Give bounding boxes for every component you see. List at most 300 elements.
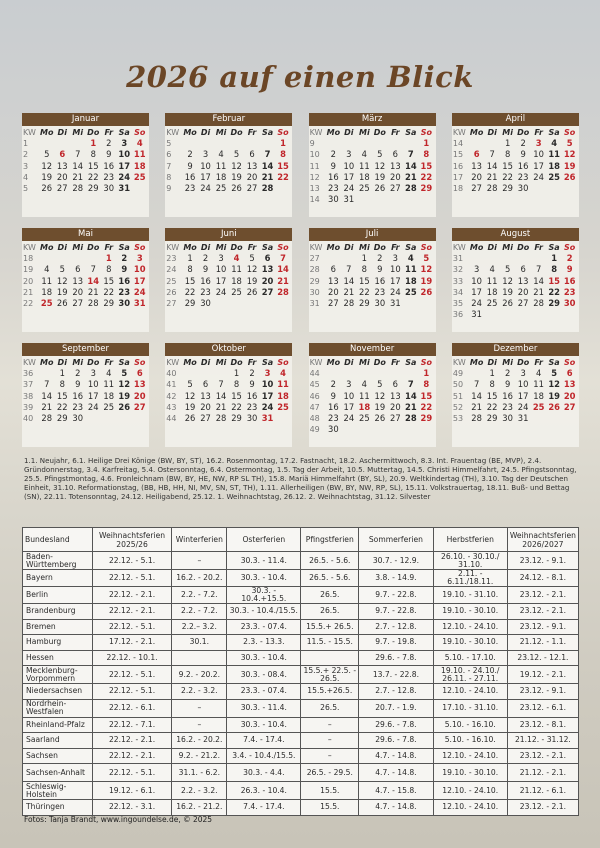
day-cell: 28 (72, 182, 84, 193)
month-3 (452, 113, 579, 217)
day-cell: 19 (118, 390, 131, 401)
week-number: 19 (23, 265, 34, 275)
holiday-period: 22.12. - 5.1. (92, 619, 172, 635)
day-cell: 25 (277, 401, 289, 412)
weekday-header: Mo (326, 128, 341, 137)
day-cell: 25 (548, 171, 560, 182)
day-cell: 12 (548, 379, 560, 390)
day-cell (39, 253, 55, 264)
weekday-header: So (564, 128, 576, 137)
day-cell (562, 413, 578, 424)
day-cell (132, 413, 148, 424)
day-cell: 28 (87, 297, 99, 308)
holiday-period: 22.12. - 7.1. (92, 717, 172, 733)
day-cell: 27 (471, 182, 482, 193)
holiday-period: 26.5. - 5.6. (301, 552, 359, 570)
day-cell: 12 (563, 149, 576, 160)
day-cell (388, 424, 404, 435)
weekday-header: KW (166, 128, 180, 137)
weekday-header: Mo (469, 358, 484, 367)
day-cell: 17 (343, 171, 355, 182)
day-cell (546, 183, 562, 194)
holiday-period: 5.10. - 17.10. (433, 650, 507, 666)
holiday-period: 15.5.+26.5. (301, 684, 359, 700)
week-number: 37 (23, 380, 34, 390)
state-name: Rheinland-Pfalz (23, 717, 93, 733)
day-cell (260, 298, 276, 309)
holiday-period: 22.12. - 5.1. (92, 666, 172, 684)
holiday-period: 17.12. - 2.1. (92, 635, 172, 651)
weekday-header: Sa (118, 358, 130, 367)
weekday-header: So (134, 243, 146, 252)
day-cell: 30 (328, 194, 339, 205)
day-cell: 28 (471, 412, 482, 423)
weekday-header-row (453, 242, 578, 253)
day-cell: 17 (517, 390, 529, 401)
weekday-header: Mo (40, 358, 54, 367)
weekday-header: KW (452, 358, 466, 367)
week-row (310, 149, 435, 160)
week-row (310, 194, 435, 205)
week-row (453, 264, 578, 275)
week-row (310, 424, 435, 435)
week-number: 33 (452, 276, 464, 286)
day-cell: 5 (551, 368, 558, 379)
week-number: 12 (309, 172, 320, 182)
day-cell: 11 (103, 379, 115, 390)
holiday-period: 19.10. - 30.10. (433, 604, 507, 620)
day-cell: 4 (407, 253, 414, 264)
day-cell: 5 (121, 368, 128, 379)
weekday-header-row (453, 127, 578, 138)
day-cell: 22 (420, 171, 433, 182)
day-cell: 11 (133, 149, 146, 160)
holiday-period: – (301, 748, 359, 764)
day-cell: 27 (517, 297, 529, 308)
day-cell: 10 (215, 264, 227, 275)
day-cell: 25 (103, 401, 115, 412)
holiday-period: 7.4. - 17.4. (227, 800, 301, 816)
month-7 (452, 228, 579, 332)
day-cell: 23 (328, 412, 339, 423)
day-cell: 5 (249, 253, 255, 264)
day-cell (403, 298, 419, 309)
day-cell (341, 368, 357, 379)
day-cell: 1 (187, 253, 193, 264)
day-cell: 7 (218, 379, 224, 390)
day-cell: 1 (504, 138, 511, 149)
day-cell: 24 (87, 401, 99, 412)
weekday-header: Fr (247, 358, 257, 367)
week-number: 14 (309, 195, 320, 205)
day-cell: 20 (328, 286, 339, 297)
day-cell: 30 (246, 412, 258, 423)
holiday-period: 9.7. - 19.8. (359, 635, 433, 651)
day-cell: 19 (548, 390, 560, 401)
day-cell: 24 (517, 401, 529, 412)
day-cell (388, 194, 404, 205)
day-cell: 24 (390, 286, 401, 297)
day-cell (469, 253, 485, 264)
day-cell: 14 (277, 264, 289, 275)
day-cell: 21 (277, 275, 289, 286)
day-cell: 21 (343, 286, 355, 297)
day-cell: 20 (390, 401, 401, 412)
week-number: 8 (166, 172, 172, 182)
day-cell: 5 (423, 253, 430, 264)
day-cell: 2 (106, 138, 112, 149)
week-number: 45 (309, 380, 320, 390)
day-cell: 6 (75, 264, 81, 275)
holiday-period: 29.6. - 7.8. (359, 650, 433, 666)
day-cell: 24 (261, 401, 274, 412)
week-row (310, 287, 435, 298)
week-number: 35 (452, 298, 464, 308)
day-cell: 16 (72, 390, 84, 401)
holiday-period: 23.12. - 12.1. (507, 650, 578, 666)
day-cell: 26 (184, 412, 196, 423)
weekday-header: KW (166, 358, 180, 367)
day-cell (275, 183, 291, 194)
weekday-header: Do (87, 243, 100, 252)
day-cell: 17 (133, 275, 146, 286)
day-cell: 14 (215, 390, 227, 401)
holiday-period: 23.12. - 2.1. (507, 604, 578, 620)
day-cell: 14 (471, 390, 482, 401)
week-row (166, 138, 291, 149)
day-cell: 18 (405, 275, 417, 286)
week-row (166, 264, 291, 275)
day-cell: 20 (246, 171, 258, 182)
week-row (453, 413, 578, 424)
holiday-period: 23.12. - 2.1. (507, 587, 578, 604)
day-cell: 15 (486, 390, 498, 401)
day-cell: 6 (473, 149, 480, 160)
state-name: Bremen (23, 619, 93, 635)
weekday-header: Fr (391, 128, 400, 137)
day-cell: 19 (56, 286, 68, 297)
day-cell: 9 (202, 264, 209, 275)
week-number: 40 (23, 413, 34, 423)
day-cell: 22 (231, 401, 242, 412)
month-title: Januar (22, 113, 149, 126)
day-cell: 14 (405, 160, 417, 171)
day-cell: 28 (215, 412, 227, 423)
week-number: 41 (166, 380, 177, 390)
holiday-period: 4.7. - 15.8. (359, 782, 433, 800)
week-number: 14 (452, 139, 464, 149)
day-cell: 11 (486, 275, 498, 286)
day-cell (419, 298, 435, 309)
day-cell (55, 253, 71, 264)
table-row (23, 782, 579, 800)
day-cell (55, 138, 71, 149)
day-cell: 24 (118, 171, 131, 182)
weekday-header: KW (23, 243, 36, 252)
week-row (310, 298, 435, 309)
holiday-period: 16.2. - 20.2. (172, 733, 227, 749)
holiday-period: 19.10. - 31.10. (433, 587, 507, 604)
day-cell: 16 (118, 275, 131, 286)
day-cell: 2 (75, 368, 81, 379)
day-cell (117, 413, 133, 424)
week-row (23, 149, 148, 160)
day-cell: 23 (184, 182, 196, 193)
day-cell: 26 (374, 182, 386, 193)
day-cell: 1 (489, 368, 495, 379)
month-6 (309, 228, 436, 332)
holiday-period: 19.10. - 24.10./ 26.11. - 27.11. (433, 666, 507, 684)
day-cell: 7 (473, 379, 480, 390)
day-cell: 11 (533, 379, 544, 390)
day-cell: 1 (105, 253, 112, 264)
column-header: Sommerferien (359, 528, 433, 552)
holiday-period: 30.3. - 10.4./15.5. (227, 604, 301, 620)
weekday-header: Do (517, 243, 530, 252)
day-cell: 17 (200, 171, 211, 182)
weekday-header: Di (57, 358, 67, 367)
day-cell: 3 (90, 368, 96, 379)
day-cell (229, 298, 245, 309)
weekday-header: KW (309, 128, 323, 137)
day-cell: 14 (87, 275, 100, 286)
state-name: Sachsen-Anhalt (23, 764, 93, 782)
week-row (23, 183, 148, 194)
column-header: Herbstferien (433, 528, 507, 552)
weekday-header: Sa (261, 358, 274, 367)
holiday-period: – (172, 717, 227, 733)
day-cell: 30 (72, 412, 84, 423)
day-cell (357, 368, 373, 379)
day-cell: 7 (407, 149, 414, 160)
weekday-header: Fr (104, 243, 114, 252)
day-cell: 4 (218, 149, 224, 160)
weekday-header-row (310, 357, 435, 368)
day-cell: 14 (486, 160, 498, 171)
day-cell: 4 (233, 253, 240, 264)
day-cell (182, 368, 198, 379)
weekday-header: Fr (534, 128, 543, 137)
day-cell: 18 (277, 390, 289, 401)
holiday-period: 12.10. - 24.10. (433, 748, 507, 764)
day-cell (484, 309, 500, 320)
day-cell: 2 (330, 379, 337, 390)
holiday-period: 17.10. - 31.10. (433, 699, 507, 717)
holiday-period: 30.3. - 4.4. (227, 764, 301, 782)
day-cell: 26 (246, 286, 258, 297)
week-row (453, 149, 578, 160)
holiday-period: 22.12. - 2.1. (92, 733, 172, 749)
state-name: Baden-Württemberg (23, 552, 93, 570)
day-cell: 3 (392, 253, 399, 264)
day-cell: 14 (72, 160, 84, 171)
weekday-header: Do (230, 358, 243, 367)
day-cell: 6 (202, 379, 209, 390)
day-cell: 30 (118, 297, 131, 308)
day-cell: 23 (118, 286, 131, 297)
day-cell: 4 (551, 138, 558, 149)
day-cell: 6 (59, 149, 66, 160)
weekday-header: KW (23, 128, 36, 137)
day-cell: 19 (231, 171, 242, 182)
day-cell: 26 (118, 401, 131, 412)
state-name: Niedersachsen (23, 684, 93, 700)
day-cell: 21 (405, 401, 417, 412)
week-row (23, 402, 148, 413)
weekday-header: Mi (215, 243, 227, 252)
week-row (23, 253, 148, 264)
day-cell: 9 (377, 264, 383, 275)
day-cell (531, 253, 547, 264)
week-number: 32 (452, 265, 464, 275)
holiday-period: 5.10. - 16.10. (433, 733, 507, 749)
holiday-period: 22.12. - 2.1. (92, 587, 172, 604)
day-cell (500, 253, 516, 264)
day-cell (213, 368, 229, 379)
week-row (310, 368, 435, 379)
day-cell: 8 (187, 264, 193, 275)
weekday-header: Mo (183, 243, 197, 252)
day-cell: 29 (502, 182, 513, 193)
day-cell: 26 (56, 297, 68, 308)
day-cell: 23 (246, 401, 258, 412)
day-cell: 22 (486, 401, 498, 412)
day-cell: 7 (407, 379, 414, 390)
week-number: 16 (452, 161, 464, 171)
week-row (310, 379, 435, 390)
weekday-header: Do (373, 358, 386, 367)
day-cell: 30 (103, 182, 115, 193)
day-cell: 9 (75, 379, 81, 390)
holiday-period: 7.4. - 17.4. (227, 733, 301, 749)
day-cell: 2 (330, 149, 337, 160)
holiday-period: 4.7. - 14.8. (359, 748, 433, 764)
day-cell: 11 (231, 264, 242, 275)
day-cell: 15 (231, 390, 242, 401)
day-cell: 11 (41, 275, 53, 286)
week-row (453, 138, 578, 149)
weekday-header: Di (200, 358, 211, 367)
day-cell: 15 (502, 160, 513, 171)
day-cell: 17 (390, 275, 401, 286)
holiday-period: 12.10. - 24.10. (433, 782, 507, 800)
weekday-header: Sa (261, 128, 274, 137)
day-cell: 25 (359, 412, 370, 423)
week-row (310, 138, 435, 149)
state-name: Brandenburg (23, 604, 93, 620)
weekday-header-row (166, 357, 291, 368)
day-cell: 18 (215, 171, 227, 182)
day-cell (484, 253, 500, 264)
month-8 (22, 343, 149, 447)
week-row (310, 276, 435, 287)
day-cell: 2 (121, 253, 128, 264)
day-cell (419, 194, 435, 205)
holiday-period: 9.7. - 22.8. (359, 604, 433, 620)
day-cell: 20 (390, 171, 401, 182)
day-cell (275, 298, 291, 309)
day-cell: 7 (75, 149, 81, 160)
day-cell: 12 (246, 264, 258, 275)
day-cell: 13 (328, 275, 339, 286)
holiday-period: 21.12. - 31.12. (507, 733, 578, 749)
day-cell (101, 413, 117, 424)
holiday-period: 23.3. - 07.4. (227, 619, 301, 635)
week-row (23, 138, 148, 149)
week-number: 15 (452, 150, 464, 160)
holiday-period: 30.3. - 08.4. (227, 666, 301, 684)
day-cell (244, 298, 260, 309)
day-cell: 14 (41, 390, 53, 401)
week-number: 5 (166, 139, 172, 149)
weekday-header: KW (166, 243, 180, 252)
year-calendar (22, 113, 578, 447)
day-cell: 27 (563, 401, 576, 412)
table-row (23, 699, 579, 717)
day-cell (86, 253, 102, 264)
weekday-header: Mi (358, 358, 370, 367)
state-name: Bayern (23, 570, 93, 587)
day-cell: 21 (533, 286, 544, 297)
week-row (453, 309, 578, 320)
weekday-header: So (277, 243, 289, 252)
day-cell: 5 (504, 264, 511, 275)
day-cell: 16 (328, 401, 339, 412)
day-cell: 13 (72, 275, 84, 286)
holiday-period: 12.10. - 24.10. (433, 684, 507, 700)
holiday-period: 21.12. - 2.1. (507, 764, 578, 782)
holiday-period: 23.12. - 9.1. (507, 684, 578, 700)
day-cell: 22 (277, 171, 289, 182)
day-cell: 3 (473, 264, 480, 275)
weekday-header: So (277, 358, 289, 367)
day-cell: 12 (502, 275, 513, 286)
day-cell: 6 (136, 368, 143, 379)
day-cell (39, 138, 55, 149)
holiday-period: 23.3. - 07.4. (227, 684, 301, 700)
table-row (23, 666, 579, 684)
weekday-header: So (134, 128, 146, 137)
day-cell (70, 253, 86, 264)
weekday-header: Mo (40, 243, 54, 252)
holiday-period: 22.12. - 2.1. (92, 604, 172, 620)
day-cell: 31 (118, 182, 131, 193)
week-number: 34 (452, 287, 464, 297)
day-cell: 20 (72, 286, 84, 297)
school-holidays-table-wrap (22, 527, 579, 816)
holiday-period: 23.12. - 2.1. (507, 800, 578, 816)
day-cell: 23 (103, 171, 115, 182)
day-cell: 9 (187, 160, 193, 171)
holiday-period: 2.3. - 13.3. (227, 635, 301, 651)
weekday-header: Mi (502, 358, 513, 367)
weekday-header: Di (487, 358, 497, 367)
weekday-header: KW (452, 128, 466, 137)
day-cell (341, 424, 357, 435)
state-name: Thüringen (23, 800, 93, 816)
day-cell: 8 (423, 149, 430, 160)
table-row (23, 800, 579, 816)
day-cell: 15 (359, 275, 370, 286)
day-cell: 8 (59, 379, 65, 390)
day-cell: 25 (486, 297, 498, 308)
week-number: 10 (309, 150, 320, 160)
holiday-period: 22.12. - 3.1. (92, 800, 172, 816)
day-cell: 12 (374, 160, 386, 171)
week-number: 36 (452, 310, 464, 320)
weekday-header: Mo (183, 358, 197, 367)
holiday-period: – (172, 552, 227, 570)
